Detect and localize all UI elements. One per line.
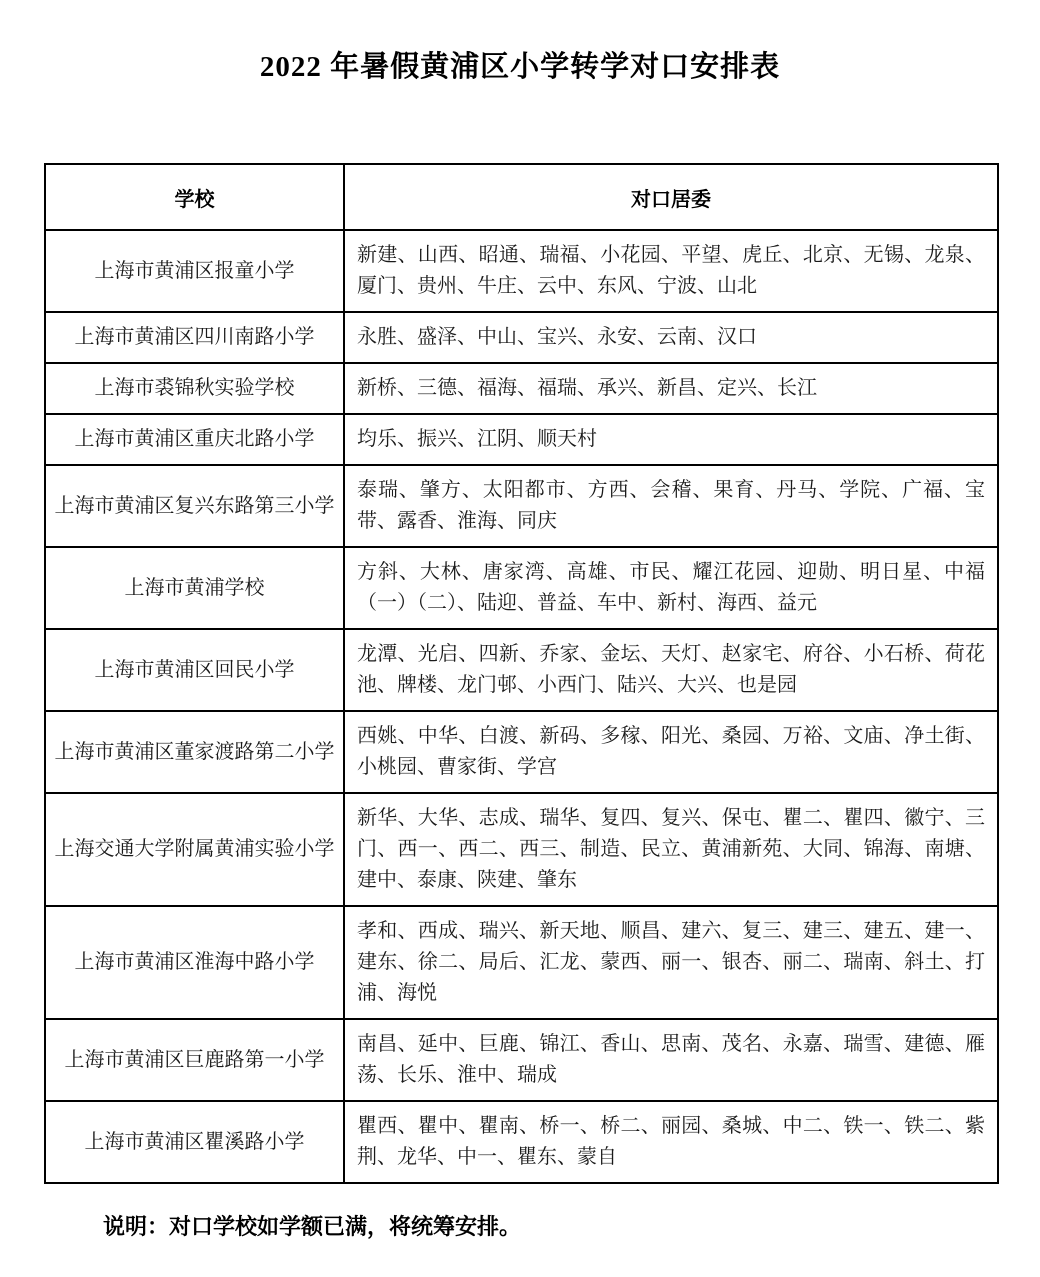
school-name-cell: 上海市裘锦秋实验学校: [45, 363, 344, 414]
school-name-cell: 上海市黄浦区淮海中路小学: [45, 906, 344, 1019]
table-row: [45, 1019, 998, 1101]
school-name-cell: 上海市黄浦区复兴东路第三小学: [45, 465, 344, 547]
school-name-cell: 上海市黄浦区四川南路小学: [45, 312, 344, 363]
committees-cell: 瞿西、瞿中、瞿南、桥一、桥二、丽园、桑城、中二、铁一、铁二、紫荆、龙华、中一、瞿东、蒙自: [344, 1101, 998, 1183]
committees-cell: 新华、大华、志成、瑞华、复四、复兴、保屯、瞿二、瞿四、徽宁、三门、西一、西二、西三、制造、民立、黄浦新苑、大同、锦海、南塘、建中、泰康、陕建、肇东: [344, 793, 998, 906]
committees-cell: 孝和、西成、瑞兴、新天地、顺昌、建六、复三、建三、建五、建一、建东、徐二、局后、汇龙、蒙西、丽一、银杏、丽二、瑞南、斜土、打浦、海悦: [344, 906, 998, 1019]
column-header-school: 学校: [45, 164, 344, 230]
school-name-cell: 上海交通大学附属黄浦实验小学: [45, 793, 344, 906]
table-row: [45, 793, 998, 906]
footer-note: 说明：对口学校如学额已满，将统筹安排。: [103, 1214, 522, 1239]
table-row: [45, 547, 998, 629]
table-row: [45, 230, 998, 312]
table-row: [45, 465, 998, 547]
committees-cell: 龙潭、光启、四新、乔家、金坛、天灯、赵家宅、府谷、小石桥、荷花池、牌楼、龙门邨、小西门、陆兴、大兴、也是园: [344, 629, 998, 711]
school-name-cell: 上海市黄浦区巨鹿路第一小学: [45, 1019, 344, 1101]
school-name-cell: 上海市黄浦区瞿溪路小学: [45, 1101, 344, 1183]
committees-cell: 方斜、大林、唐家湾、高雄、市民、耀江花园、迎勋、明日星、中福（一）（二）、陆迎、普益、车中、新村、海西、益元: [344, 547, 998, 629]
table-header-row: [45, 164, 998, 230]
table-body: [45, 230, 998, 1183]
table-row: [45, 906, 998, 1019]
table-row: [45, 711, 998, 793]
committees-cell: 泰瑞、肇方、太阳都市、方西、会稽、果育、丹马、学院、广福、宝带、露香、淮海、同庆: [344, 465, 998, 547]
table-row: [45, 414, 998, 465]
committees-cell: 南昌、延中、巨鹿、锦江、香山、思南、茂名、永嘉、瑞雪、建德、雁荡、长乐、淮中、瑞成: [344, 1019, 998, 1101]
page-title: 2022 年暑假黄浦区小学转学对口安排表: [259, 51, 781, 83]
table-row: [45, 1101, 998, 1183]
table-row: [45, 312, 998, 363]
school-name-cell: 上海市黄浦区重庆北路小学: [45, 414, 344, 465]
transfer-table: [44, 163, 999, 1184]
table-row: [45, 363, 998, 414]
school-name-cell: 上海市黄浦学校: [45, 547, 344, 629]
school-name-cell: 上海市黄浦区回民小学: [45, 629, 344, 711]
column-header-committees: 对口居委: [344, 164, 998, 230]
school-name-cell: 上海市黄浦区董家渡路第二小学: [45, 711, 344, 793]
committees-cell: 均乐、振兴、江阴、顺天村: [344, 414, 998, 465]
committees-cell: 新桥、三德、福海、福瑞、承兴、新昌、定兴、长江: [344, 363, 998, 414]
committees-cell: 永胜、盛泽、中山、宝兴、永安、云南、汉口: [344, 312, 998, 363]
table-row: [45, 629, 998, 711]
school-name-cell: 上海市黄浦区报童小学: [45, 230, 344, 312]
committees-cell: 新建、山西、昭通、瑞福、小花园、平望、虎丘、北京、无锡、龙泉、厦门、贵州、牛庄、云中、东风、宁波、山北: [344, 230, 998, 312]
committees-cell: 西姚、中华、白渡、新码、多稼、阳光、桑园、万裕、文庙、净土街、小桃园、曹家街、学宫: [344, 711, 998, 793]
